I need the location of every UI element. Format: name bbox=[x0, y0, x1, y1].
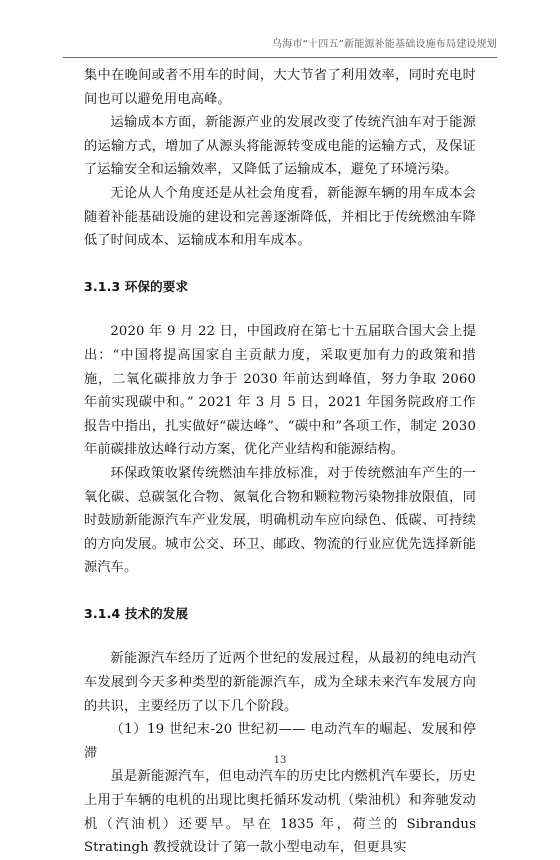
list-item-stage-1: （1）19 世纪末-20 世纪初—— 电动汽车的崛起、发展和停滞 bbox=[84, 722, 476, 761]
paragraph-continuation: 集中在晚间或者不用车的时间，大大节省了利用效率，同时充电时间也可以避免用电高峰。 bbox=[84, 68, 476, 107]
running-header: 乌海市“十四五”新能源补能基础设施布局建设规划 bbox=[272, 39, 497, 50]
paragraph-electric-history: 虽是新能源汽车，但电动汽车的历史比内燃机汽车要长，历史上用于车辆的电机的出现比奥托循环发动机（柴油机）和奔驰发动机（汽油机）还要早。早在 1835 年，荷兰的 Sibrandus Stratingh 教授就设计了第一款小型电动车，但更具实 bbox=[84, 769, 476, 856]
header-divider bbox=[63, 57, 497, 58]
paragraph-carbon-policy: 2020 年 9 月 22 日，中国政府在第七十五届联合国大会上提出：“中国将提高国家自主贡献力度，采取更加有力的政策和措施，二氧化碳排放力争于 2030 年前达到峰值，努力争取 2060 年前实现碳中和。” 2021 年 3 月 5 日，2021 年国务院政府工作报告中指出，扎实做好“碳达峰”、“碳中和”各项工作，制定 2030 年前碳排放达峰行动方案，优化产业结构和能源结构。 bbox=[84, 324, 476, 458]
section-heading-3-1-3: 3.1.3 环保的要求 bbox=[84, 278, 189, 294]
paragraph-tech-history: 新能源汽车经历了近两个世纪的发展过程，从最初的纯电动汽车发展到今天多种类型的新能源汽车，成为全球未来汽车发展方向的共识，主要经历了以下几个阶段。 bbox=[84, 651, 476, 714]
paragraph-emission-standards: 环保政策收紧传统燃油车排放标准，对于传统燃油车产生的一氧化碳、总碳氢化合物、氮氧化合物和颗粒物污染物排放限值，同时鼓励新能源汽车产业发展，明确机动车应向绿色、低碳、可持续的方向发展。城市公交、环卫、邮政、物流的行业应优先选择新能源汽车。 bbox=[84, 465, 476, 576]
page-body bbox=[84, 64, 476, 860]
page-number: 13 bbox=[273, 755, 287, 766]
paragraph-transport-cost: 运输成本方面，新能源产业的发展改变了传统汽油车对于能源的运输方式，增加了从源头将能源转变成电能的运输方式，及保证了运输安全和运输效率，又降低了运输成本，避免了环境污染。 bbox=[84, 115, 476, 178]
paragraph-user-cost: 无论从人个角度还是从社会角度看，新能源车辆的用车成本会随着补能基础设施的建设和完善逐渐降低，并相比于传统燃油车降低了时间成本、运输成本和用车成本。 bbox=[84, 185, 476, 249]
section-heading-3-1-4: 3.1.4 技术的发展 bbox=[84, 605, 189, 621]
